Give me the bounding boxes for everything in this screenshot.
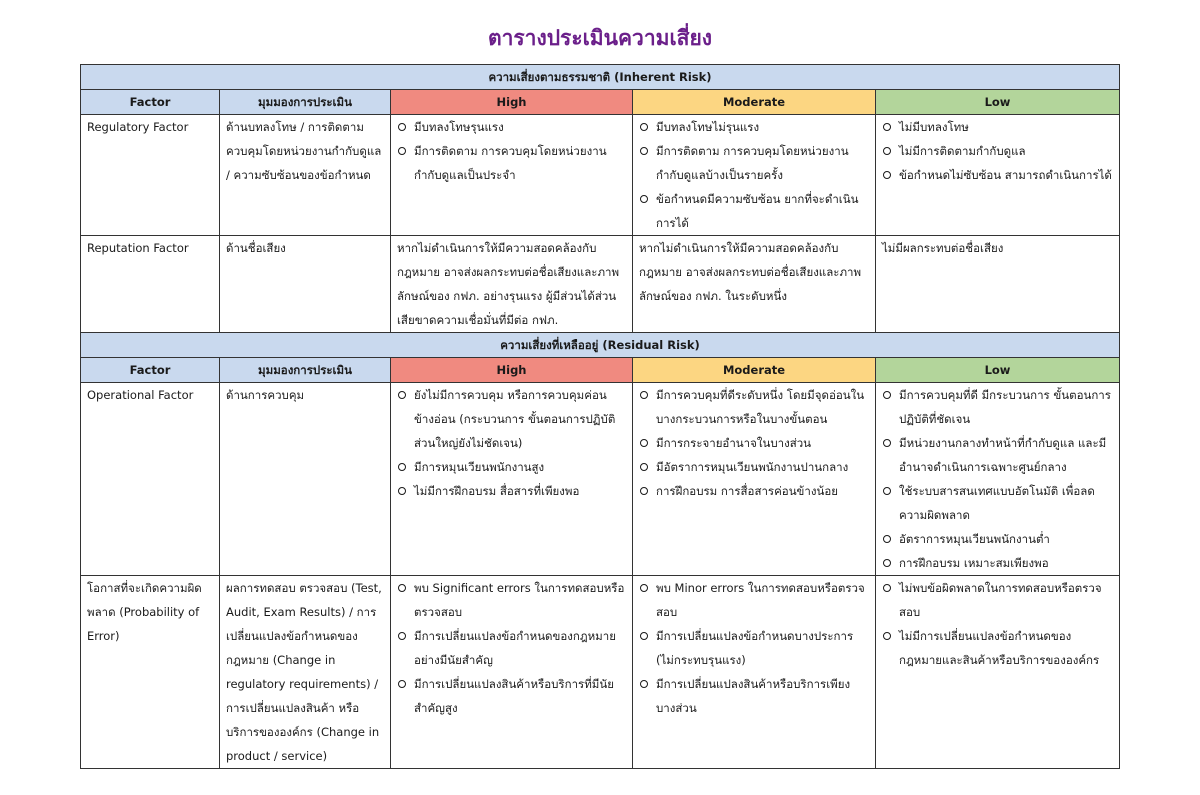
list-item: มีการเปลี่ยนแปลงสินค้าหรือบริการเพียงบางส่วน: [639, 672, 869, 720]
list-item: ยังไม่มีการควบคุม หรือการควบคุมค่อนข้างอ่อน (กระบวนการ ขั้นตอนการปฏิบัติส่วนใหญ่ยังไม่ชัดเจน): [397, 383, 626, 455]
column-header-moderate: Moderate: [633, 90, 876, 115]
moderate-cell: [633, 383, 876, 576]
list-item: ไม่มีการเปลี่ยนแปลงข้อกำหนดของกฎหมายและสินค้าหรือบริการขององค์กร: [882, 624, 1113, 672]
high-cell: [391, 115, 633, 236]
list-item: มีการกระจายอำนาจในบางส่วน: [639, 431, 869, 455]
list-item: พบ Significant errors ในการทดสอบหรือตรวจสอบ: [397, 576, 626, 624]
list-item: ไม่มีการฝึกอบรม สื่อสารที่เพียงพอ: [397, 479, 626, 503]
column-header-high: High: [391, 358, 633, 383]
perspective-cell: ผลการทดสอบ ตรวจสอบ (Test, Audit, Exam Results) / การเปลี่ยนแปลงข้อกำหนดของกฎหมาย (Change in regulatory requirements) / การเปลี่ยนแปลงสินค้า หรือบริการขององค์กร (Change in product / service): [220, 576, 391, 769]
list-item: พบ Minor errors ในการทดสอบหรือตรวจสอบ: [639, 576, 869, 624]
low-cell: [876, 383, 1120, 576]
perspective-cell: ด้านชื่อเสียง: [220, 236, 391, 333]
low-cell: ไม่มีผลกระทบต่อชื่อเสียง: [876, 236, 1120, 333]
list-item: มีอัตราการหมุนเวียนพนักงานปานกลาง: [639, 455, 869, 479]
list-item: ไม่มีบทลงโทษ: [882, 115, 1113, 139]
column-header-factor: Factor: [81, 90, 220, 115]
list-item: ไม่พบข้อผิดพลาดในการทดสอบหรือตรวจสอบ: [882, 576, 1113, 624]
perspective-cell: ด้านการควบคุม: [220, 383, 391, 576]
section-heading-inherent: ความเสี่ยงตามธรรมชาติ (Inherent Risk): [81, 65, 1120, 90]
table-row: [81, 576, 1120, 769]
table-row: [81, 383, 1120, 576]
column-header-moderate: Moderate: [633, 358, 876, 383]
low-cell: [876, 115, 1120, 236]
table-row: [81, 236, 1120, 333]
list-item: ข้อกำหนดไม่ซับซ้อน สามารถดำเนินการได้: [882, 163, 1113, 187]
low-cell: [876, 576, 1120, 769]
high-cell: [391, 383, 633, 576]
list-item: มีการเปลี่ยนแปลงข้อกำหนดบางประการ (ไม่กระทบรุนแรง): [639, 624, 869, 672]
list-item: มีการเปลี่ยนแปลงสินค้าหรือบริการที่มีนัยสำคัญสูง: [397, 672, 626, 720]
list-item: มีบทลงโทษไม่รุนแรง: [639, 115, 869, 139]
list-item: ใช้ระบบสารสนเทศแบบอัตโนมัติ เพื่อลดความผิดพลาด: [882, 479, 1113, 527]
perspective-cell: ด้านบทลงโทษ / การติดตามควบคุมโดยหน่วยงานกำกับดูแล / ความซับซ้อนของข้อกำหนด: [220, 115, 391, 236]
list-item: มีการติดตาม การควบคุมโดยหน่วยงานกำกับดูแลเป็นประจำ: [397, 139, 626, 187]
high-cell: [391, 576, 633, 769]
list-item: การฝึกอบรม การสื่อสารค่อนข้างน้อย: [639, 479, 869, 503]
factor-cell: Regulatory Factor: [81, 115, 220, 236]
column-header-perspective: มุมมองการประเมิน: [220, 358, 391, 383]
column-header-low: Low: [876, 358, 1120, 383]
list-item: มีการติดตาม การควบคุมโดยหน่วยงานกำกับดูแลบ้างเป็นรายครั้ง: [639, 139, 869, 187]
list-item: ข้อกำหนดมีความซับซ้อน ยากที่จะดำเนินการได้: [639, 187, 869, 235]
column-header-high: High: [391, 90, 633, 115]
list-item: การฝึกอบรม เหมาะสมเพียงพอ: [882, 551, 1113, 575]
moderate-cell: [633, 115, 876, 236]
column-header-perspective: มุมมองการประเมิน: [220, 90, 391, 115]
column-header-factor: Factor: [81, 358, 220, 383]
list-item: มีการควบคุมที่ดีระดับหนึ่ง โดยมีจุดอ่อนในบางกระบวนการหรือในบางขั้นตอน: [639, 383, 869, 431]
factor-cell: Reputation Factor: [81, 236, 220, 333]
list-item: มีการควบคุมที่ดี มีกระบวนการ ขั้นตอนการปฏิบัติที่ชัดเจน: [882, 383, 1113, 431]
column-header-low: Low: [876, 90, 1120, 115]
moderate-cell: หากไม่ดำเนินการให้มีความสอดคล้องกับกฎหมาย อาจส่งผลกระทบต่อชื่อเสียงและภาพลักษณ์ของ กฟภ. ในระดับหนึ่ง: [633, 236, 876, 333]
factor-cell: Operational Factor: [81, 383, 220, 576]
moderate-cell: [633, 576, 876, 769]
column-header-row: [81, 358, 1120, 383]
list-item: มีบทลงโทษรุนแรง: [397, 115, 626, 139]
list-item: มีการเปลี่ยนแปลงข้อกำหนดของกฎหมายอย่างมีนัยสำคัญ: [397, 624, 626, 672]
list-item: ไม่มีการติดตามกำกับดูแล: [882, 139, 1113, 163]
column-header-row: [81, 90, 1120, 115]
factor-cell: โอกาสที่จะเกิดความผิดพลาด (Probability of Error): [81, 576, 220, 769]
section-heading-residual: ความเสี่ยงที่เหลืออยู่ (Residual Risk): [81, 333, 1120, 358]
list-item: มีการหมุนเวียนพนักงานสูง: [397, 455, 626, 479]
list-item: อัตราการหมุนเวียนพนักงานต่ำ: [882, 527, 1113, 551]
risk-assessment-table: [80, 64, 1120, 769]
high-cell: หากไม่ดำเนินการให้มีความสอดคล้องกับกฎหมาย อาจส่งผลกระทบต่อชื่อเสียงและภาพลักษณ์ของ กฟภ. อย่างรุนแรง ผู้มีส่วนได้ส่วนเสียขาดความเชื่อมั่นที่มีต่อ กฟภ.: [391, 236, 633, 333]
table-row: [81, 115, 1120, 236]
page-title: ตารางประเมินความเสี่ยง: [487, 26, 713, 50]
list-item: มีหน่วยงานกลางทำหน้าที่กำกับดูแล และมีอำนาจดำเนินการเฉพาะศูนย์กลาง: [882, 431, 1113, 479]
